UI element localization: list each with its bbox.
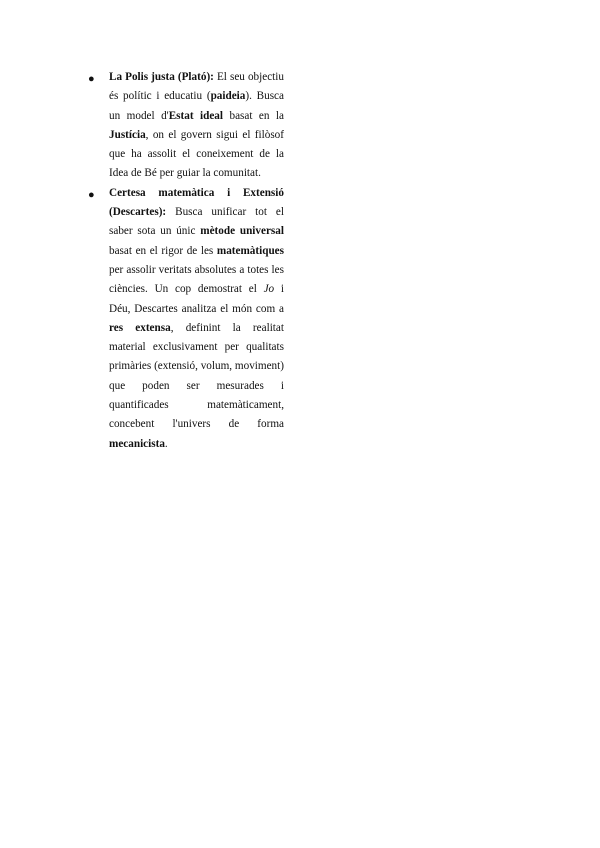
- text-segment: ). Busca un model d': [109, 90, 284, 122]
- term-jo: Jo: [263, 283, 275, 296]
- term-metode-universal: mètode universal: [200, 225, 284, 238]
- text-segment: , definint la realitat material exclusivament per qualitats primàries (extensió, volum, moviment) que poden ser mesurades i quantificades matemàticament, concebent l'univers de forma: [109, 321, 284, 431]
- text-segment: basat en la: [223, 109, 285, 122]
- bullet-icon: ●: [88, 73, 95, 85]
- bullet-list: [88, 68, 284, 454]
- text-segment: i Déu, Descartes analitza el món com a: [109, 283, 284, 315]
- term-res-extensa: res extensa: [109, 321, 171, 334]
- text-segment: per assolir veritats absolutes a totes les ciències. Un cop demostrat el: [109, 263, 284, 296]
- item-heading: Certesa matemàtica i Extensió (Descartes):: [109, 186, 284, 219]
- text-segment: Busca unificar tot el saber sota un únic: [109, 206, 284, 238]
- list-item: [88, 184, 284, 454]
- text-segment: basat en el rigor de les: [109, 244, 217, 257]
- paragraph-descartes: [109, 184, 284, 454]
- text-segment: .: [164, 437, 168, 450]
- term-justicia: Justícia: [109, 128, 146, 141]
- bullet-icon: ●: [88, 188, 95, 201]
- term-matematiques: matemàtiques: [216, 244, 284, 257]
- item-heading: La Polis justa (Plató):: [109, 71, 214, 83]
- term-estat-ideal: Estat ideal: [168, 109, 224, 122]
- paragraph-polis-justa: [109, 68, 284, 184]
- text-segment: , on el govern sigui el filòsof que ha assolit el coneixement de la Idea de Bé per guiar la comunitat.: [109, 128, 284, 180]
- term-paideia: paideia: [210, 90, 246, 103]
- text-segment: El seu objectiu és polític i educatiu (: [109, 71, 284, 103]
- list-item: [88, 68, 284, 184]
- term-mecanicista: mecanicista: [109, 437, 165, 450]
